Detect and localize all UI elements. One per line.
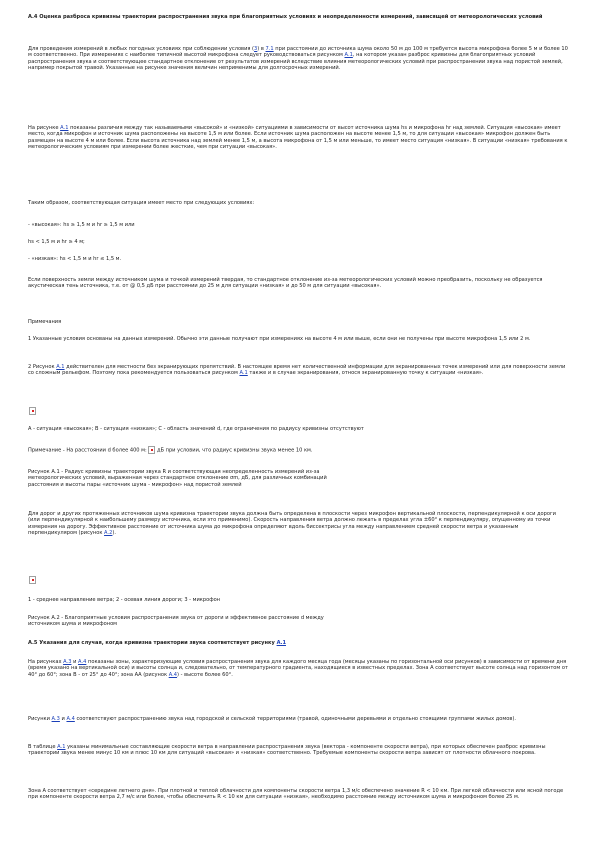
text-fragment: также и в случае экранирования, относя экранированную точку к ситуации «низкая». [247,370,484,377]
paragraph-zones [28,659,568,678]
link-figure-a1[interactable]: А.1 [60,125,69,131]
figure-a2-legend: 1 - среднее направление ветра; 2 - осевая линия дороги; 3 - микрофон [28,597,221,603]
text-fragment: , на котором указан разброс кривизны для благоприятных условий распространения звука и соответствующее стандартное отклонение от результатов измерений вследствие влияния метеорологических условий при распространении звука над пористой землей, например покрытой травой. Указанные на рисунке значения величин неприменимы для долгосрочных измерений. [28,52,563,71]
text-fragment: показаны зоны, характеризующие условия распространения звука для каждого месяца года (месяцы указаны по горизонтальной оси рисунков) в зависимости от времени дня (время указано на вертикальной оси) и высоты солнца и, следовательно, от температурного градиента, находящиеся в известных пределах. Зона А соответствует высоте солнца над горизонтом от 40° до 60°; зона В - от 25° до 40°; зона АА (рисунок [28,659,568,678]
link-figure-a1[interactable]: А.1 [344,52,353,59]
figure-a2-caption: Рисунок А.2 - Благоприятные условия распространения звука от дороги и эффективное расстояние d между источником шума и микрофоном [28,615,324,628]
paragraph-table-a1 [28,744,568,757]
paragraph-hard-ground: Если поверхность земли между источником шума и точкой измерений твердая, то стандартное отклонение из-за метеорологических условий можно преобразить, поскольку не образуется акустическая тень источника, т.е. от @ 0,5 дБ при расстоянии до 25 м для ситуации «низкая» и до 50 м для ситуации «высокая». [28,277,543,290]
text-fragment: А.5 Указания для случая, когда кривизна траектории звука соответствует рисунку [28,640,277,646]
link-section-7-1[interactable]: 7.1 [265,46,274,52]
text-fragment: указаны минимальные составляющие скорости ветра в направлении распространения звука (вектора - компоненте скорости ветра), при которых обеспечен разброс кривизны траектории звука менее минус 10 км и плюс 10 км для ситуаций «высокая» и «низкая» соответственно. Требуемые компоненты скорости ветра зависят от плотности облачного покрова. [28,744,546,757]
text-fragment: ). [112,529,117,536]
link-figure-a4[interactable]: А.4 [168,671,178,678]
paragraph-roads [28,511,568,536]
link-figure-a4[interactable]: А.4 [78,659,87,665]
text-fragment: ) - высоте более 60°. [177,671,233,678]
text-fragment: и [59,716,67,722]
note-1: 1 Указанные условия основаны на данных измерений. Обычно эти данные получают при измерениях на высоте 4 м или выше, если они не получены при высоте микрофона 1,5 или 2 м. [28,336,531,342]
text-fragment: 2 Рисунок [28,364,57,370]
section-heading-a4: А.4 Оценка разброса кривизны траектории распространения звука при благоприятных условиях и неопределенности измерений, зависящей от метеорологических условий [28,14,543,20]
link-formula-3[interactable]: 3 [254,46,258,52]
text-fragment: На рисунке [28,125,61,131]
text-fragment: На рисунках [28,659,64,665]
text-fragment: дБ при условии, что радиус кривизны звука менее 10 км. [155,447,313,454]
condition-high-2: hs < 1,5 м и hr ≥ 4 м; [28,239,85,245]
broken-image-icon [148,446,155,454]
notes-title: Примечания [28,319,62,325]
paragraph-high-low-situations [28,125,568,150]
text-fragment: действителен для местности без экранирующих препятствий. В настоящее время нет количественной информации для экранированных точек измерений или для поверхности земли со сложным рельефом. Поэтому пока рекомендуется пользоваться рисунком [28,364,566,377]
broken-image-icon [29,407,36,415]
text-fragment: Для проведения измерений в любых погодных условиях при соблюдении условия ( [28,46,255,52]
paragraph-figures-territory [28,716,568,722]
text-fragment: соответствуют распространению звука над городской и сельской территориями (травой, одиночными деревьями и отдельно стоящими группами жилых домов). [74,716,516,722]
link-figure-a1[interactable]: А.1 [56,364,65,370]
figure-a1-caption: Рисунок А.1 - Радиус кривизны траектории звука R и соответствующая неопределенность измерений из-за метеорологических условий, выраженная через стандартное отклонение σm, дБ, для различных комбинаций расстояния и высоты пары «источник шума - микрофон» над пористой землей [28,469,327,488]
link-figure-a2[interactable]: А.2 [104,529,113,536]
figure-a1-note [28,446,568,454]
text-fragment: при расстоянии до источника шума около 50 м до 100 м требуется высота микрофона более 5 м и более 10 м соответственно. При измерениях с наиболее типичной высотой микрофона следует руководствоваться рисунком [28,46,568,59]
broken-image-icon [29,576,36,584]
condition-low: - «низкая»: hs < 1,5 м и hr ≤ 1,5 м. [28,256,122,262]
link-figure-a1[interactable]: А.1 [239,370,248,377]
text-fragment: Рисунки [28,716,52,722]
text-fragment: ) в [257,46,266,52]
note-2 [28,364,568,377]
section-heading-a5 [28,640,568,646]
paragraph-zone-a: Зона А соответствует «середине летнего дня». При плотной и теплой облачности для компоненты скорости ветра 1,3 м/с обеспечено значение R < 10 км. При легкой облачности или ясной погоде при компоненте скорости ветра 2,7 м/с или более, чтобы обеспечить R < 10 км для ситуации «низкая», необходимо расстояние между источником шума и микрофоном более 25 м. [28,788,564,801]
link-figure-a3[interactable]: А.3 [63,659,72,665]
figure-a1-legend: А - ситуация «высокая»; В - ситуация «низкая»; С - область значений d, где ограничения по радиусу кривизны отсутствуют [28,426,364,432]
text-fragment: показаны различия между так называемыми «высокой» и «низкой» ситуациями в зависимости от высот источника шума hs и микрофона hr над землей. Ситуация «высокая» имеет место, когда микрофон и источник шума расположены на высоте 1,5 м или более. Если источник шума расположен на высоте менее 1,5 м, то для ситуации «высокая» микрофон должен быть размещен на высоте 4 м или более. Если высота источника над землей менее 1,5 м, а высота микрофона от 1,5 м или меньше, то имеет место ситуация «низкая». В ситуации «низкая» требования к метеорологическим условиям при измерении более жесткие, чем при ситуации «высокая». [28,125,568,150]
text-fragment: Примечание - На расстоянии d более 400 м: [28,447,149,454]
link-figure-a4[interactable]: А.4 [66,716,75,722]
text-fragment: Для дорог и других протяженных источников шума кривизна траектории звука должна быть определена в плоскости через микрофон вертикальной плоскости, перпендикулярной к оси дороги (или перпендикулярной к наибольшему размеру источника, если это применимо). Скорость направления ветра должно лежать в пределах угла ±60° к перпендикуляру, опущенному из точки измерения на дорогу. Эффективное расстояние от источника шума до микрофона определяют вдоль биссектрисы угла между направлением средней скорости ветра и указанным перпендикуляром (рисунок [28,511,556,536]
paragraph-conditions-intro: Таким образом, соответствующая ситуация имеет место при следующих условиях: [28,200,255,206]
text-fragment: В таблице [28,744,58,750]
condition-high-1: - «высокая»: hs ≥ 1,5 м и hr ≥ 1,5 м или [28,222,135,228]
link-figure-a3[interactable]: А.3 [51,716,60,722]
link-figure-a1[interactable]: А.1 [276,640,286,646]
paragraph-measurement-conditions [28,46,568,71]
link-table-a1[interactable]: А.1 [57,744,66,750]
text-fragment: и [71,659,79,665]
